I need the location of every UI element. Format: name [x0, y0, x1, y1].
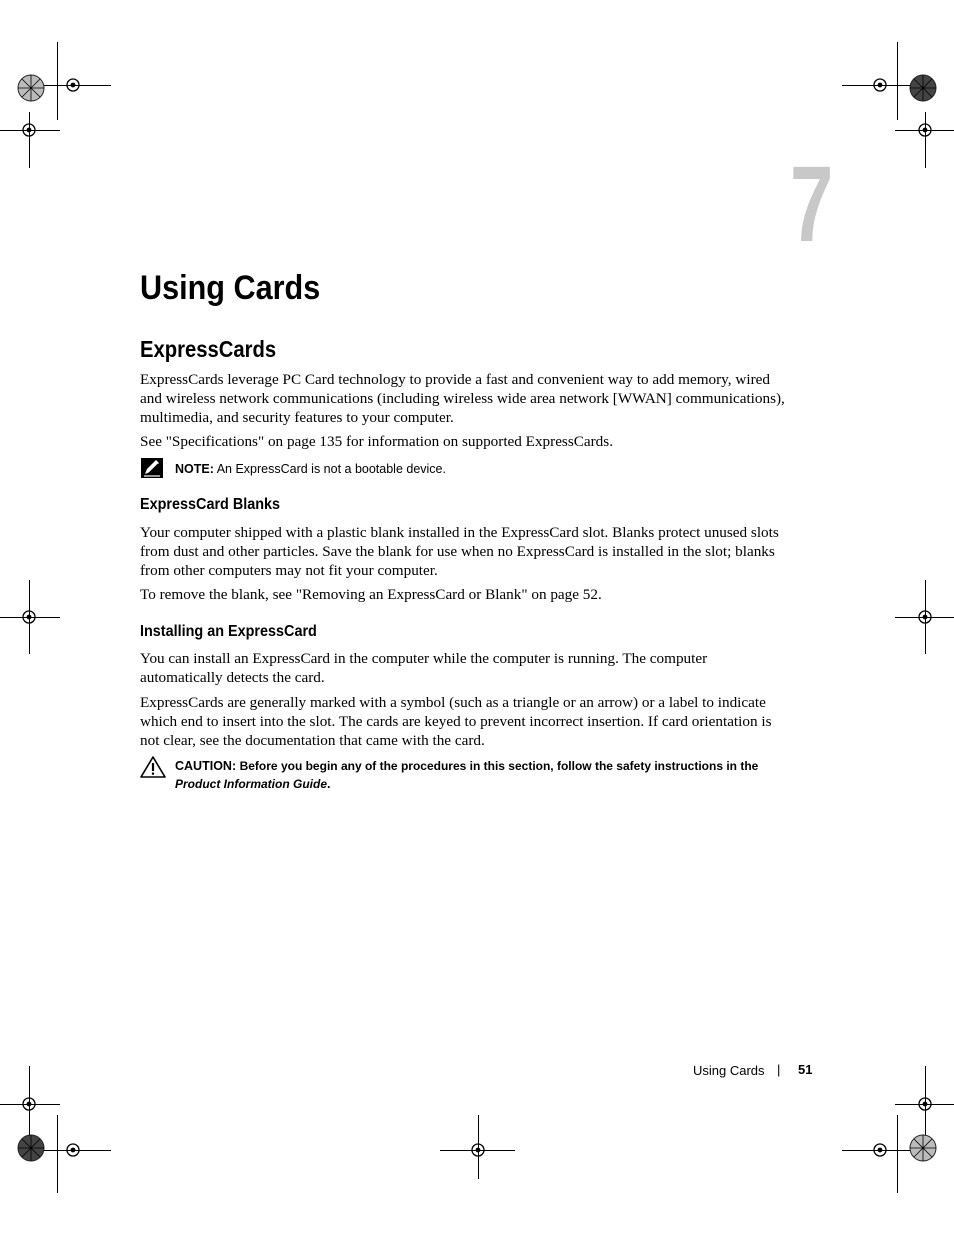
pencil-note-icon	[140, 457, 164, 479]
subsection-paragraph: To remove the blank, see "Removing an ExpressCard or Blank" on page 52.	[140, 586, 602, 603]
subsection-paragraph: Your computer shipped with a plastic blank installed in the ExpressCard slot. Blanks protect unused slots from dust and other particles. Save the blank for use when no ExpressCard is installed in the slot; blanks from other computers may not fit your computer.	[140, 524, 779, 579]
section-heading: ExpressCards	[140, 336, 277, 362]
note-label: NOTE:	[175, 462, 214, 476]
section-paragraph: See "Specifications" on page 135 for information on supported ExpressCards.	[140, 433, 613, 450]
caution-label: CAUTION:	[175, 759, 237, 773]
chapter-number: 7	[790, 143, 834, 264]
caution-text: Before you begin any of the procedures in this section, follow the safety instructions in the	[239, 759, 759, 773]
note-text: An ExpressCard is not a bootable device.	[216, 462, 446, 476]
note	[175, 460, 446, 478]
subsection-heading: ExpressCard Blanks	[140, 496, 281, 513]
warning-triangle-icon	[139, 755, 167, 779]
section-paragraph: ExpressCards leverage PC Card technology to provide a fast and convenient way to add memory, wired and wireless network communications (including wireless wide area network [WWAN] communications), multimedia, and security features to your computer.	[140, 371, 785, 426]
subsection-paragraph: ExpressCards are generally marked with a symbol (such as a triangle or an arrow) or a label to indicate which end to insert into the slot. The cards are keyed to prevent incorrect insertion. If card orientation is not clear, see the documentation that came with the card.	[140, 694, 772, 749]
caution	[175, 757, 795, 793]
page-title: Using Cards	[140, 269, 321, 307]
caution-end: .	[327, 777, 331, 791]
page-number: 51	[798, 1062, 813, 1077]
footer-separator: |	[777, 1062, 781, 1077]
caution-guide: Product Information Guide	[175, 777, 327, 791]
subsection-paragraph: You can install an ExpressCard in the computer while the computer is running. The computer automatically detects the card.	[140, 650, 708, 686]
subsection-heading: Installing an ExpressCard	[140, 623, 317, 640]
footer-section: Using Cards	[693, 1063, 765, 1078]
